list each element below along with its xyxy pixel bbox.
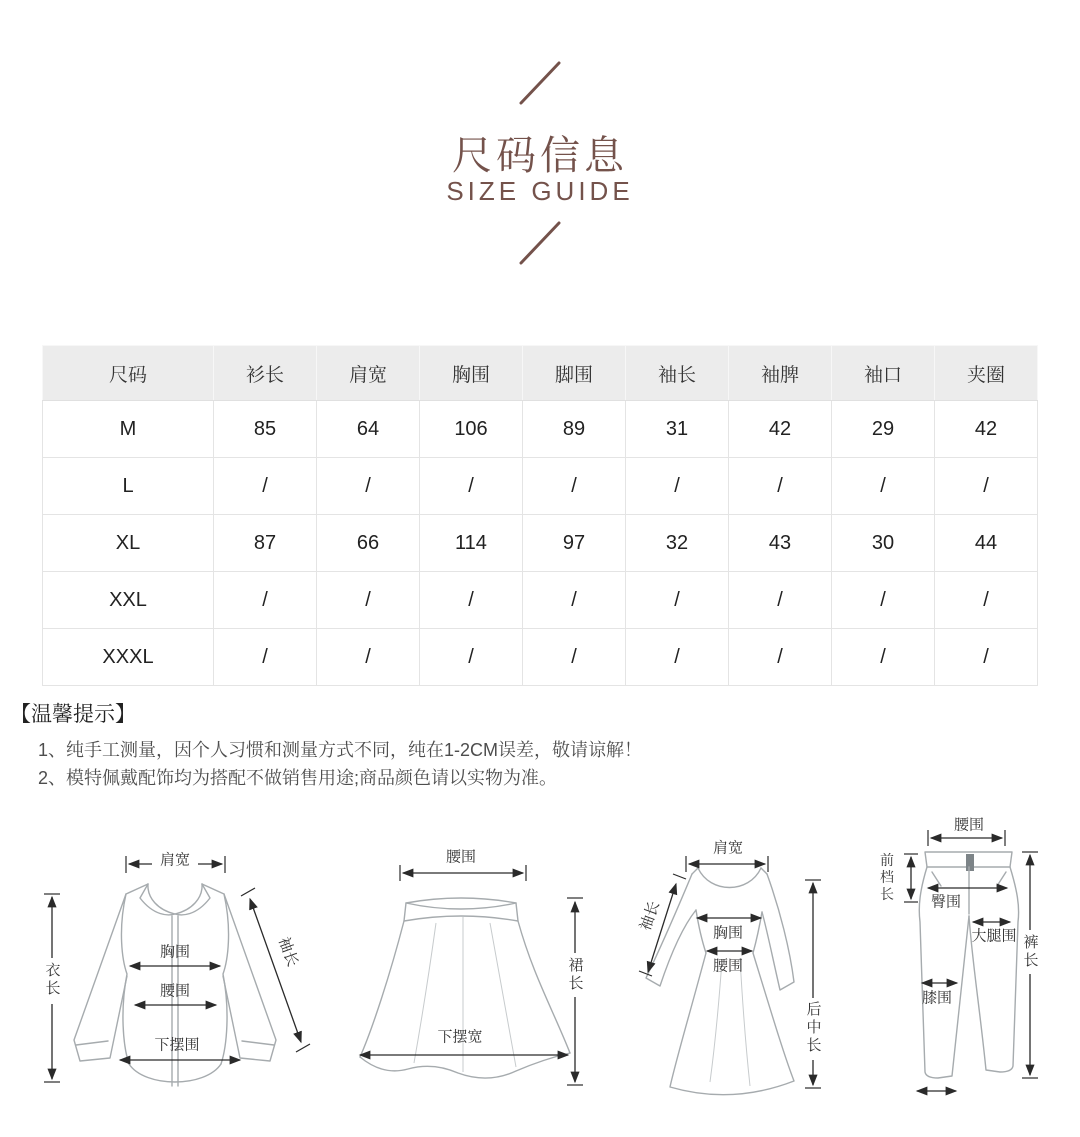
pants-length-label: 裤长	[1021, 934, 1039, 970]
size-cell-value: 87	[214, 515, 317, 572]
page-title: 尺码信息	[452, 134, 628, 178]
skirt-length-label: 裙长	[566, 957, 584, 993]
size-cell-value: 30	[832, 515, 935, 572]
size-cell-value: 66	[317, 515, 420, 572]
slash-icon	[514, 218, 566, 268]
size-table-column-header: 袖口	[832, 346, 935, 401]
dress-sleeve-label: 袖长	[636, 898, 664, 934]
notice-line: 2、模特佩戴配饰均为搭配不做销售用途;商品颜色请以实物为准。	[38, 768, 558, 788]
shirt-shoulder-label: 肩宽	[159, 851, 191, 869]
pants-fly-detail	[966, 854, 974, 871]
size-cell-value: 89	[523, 401, 626, 458]
size-table-column-header: 袖长	[626, 346, 729, 401]
size-cell-value: /	[935, 629, 1038, 686]
size-cell-value: 114	[420, 515, 523, 572]
size-cell-label: XXL	[43, 572, 214, 629]
size-cell-value: 97	[523, 515, 626, 572]
size-cell-value: /	[626, 572, 729, 629]
dress-back-length-label: 后中长	[804, 1001, 822, 1055]
size-cell-value: 64	[317, 401, 420, 458]
size-cell-value: /	[935, 458, 1038, 515]
pants-outline	[919, 852, 1018, 1078]
skirt-drawing	[348, 845, 588, 1110]
dress-shoulder-label: 肩宽	[712, 839, 744, 857]
size-cell-value: /	[935, 572, 1038, 629]
pants-diagram	[870, 810, 1055, 1110]
size-table-column-header: 衫长	[214, 346, 317, 401]
skirt-hem-width-label: 下摆宽	[437, 1028, 483, 1046]
page-subtitle: SIZE GUIDE	[446, 176, 634, 206]
skirt-outline	[360, 898, 570, 1078]
size-cell-value: /	[420, 458, 523, 515]
size-cell-value: /	[214, 458, 317, 515]
notice-heading: 【温馨提示】	[10, 703, 136, 726]
size-cell-value: 29	[832, 401, 935, 458]
size-cell-value: /	[729, 629, 832, 686]
shirt-bust-label: 胸围	[159, 943, 191, 961]
size-table-column-header: 尺码	[43, 346, 214, 401]
dress-outline	[646, 868, 794, 1095]
size-table-header-row	[43, 346, 1038, 401]
skirt-diagram	[348, 845, 588, 1110]
size-cell-value: /	[214, 629, 317, 686]
size-cell-value: /	[420, 629, 523, 686]
size-cell-value: /	[317, 629, 420, 686]
size-table-row	[43, 572, 1038, 629]
size-table-row	[43, 515, 1038, 572]
dress-waist-label: 腰围	[712, 957, 744, 975]
size-table	[42, 345, 1038, 686]
shirt-length-label: 衣长	[43, 962, 61, 998]
skirt-waist-label: 腰围	[445, 848, 477, 866]
size-cell-value: /	[420, 572, 523, 629]
size-cell-value: /	[523, 629, 626, 686]
size-table-column-header: 夹圈	[935, 346, 1038, 401]
notice-line: 1、纯手工测量，因个人习惯和测量方式不同，纯在1-2CM误差，敬请谅解！	[38, 740, 643, 760]
size-table-column-header: 胸围	[420, 346, 523, 401]
dress-diagram	[622, 820, 832, 1110]
size-cell-label: M	[43, 401, 214, 458]
size-table-column-header: 肩宽	[317, 346, 420, 401]
size-table-row	[43, 629, 1038, 686]
size-cell-value: /	[523, 458, 626, 515]
size-cell-value: 32	[626, 515, 729, 572]
size-cell-value: 106	[420, 401, 523, 458]
shirt-hem-label: 下摆围	[154, 1036, 200, 1054]
pants-knee-label: 膝围	[921, 989, 953, 1007]
shirt-diagram	[30, 848, 320, 1098]
size-cell-value: /	[317, 458, 420, 515]
shirt-sleeve-label: 袖长	[274, 934, 302, 970]
size-cell-value: /	[523, 572, 626, 629]
size-cell-value: /	[626, 458, 729, 515]
size-table-row	[43, 458, 1038, 515]
size-cell-value: /	[832, 629, 935, 686]
size-cell-value: /	[317, 572, 420, 629]
pants-front-rise-label: 前档长	[879, 852, 895, 904]
size-cell-value: /	[214, 572, 317, 629]
size-cell-value: 85	[214, 401, 317, 458]
size-table-row	[43, 401, 1038, 458]
size-cell-value: /	[729, 458, 832, 515]
dress-bust-label: 胸围	[712, 924, 744, 942]
size-cell-value: 42	[729, 401, 832, 458]
size-cell-value: /	[626, 629, 729, 686]
shirt-waist-label: 腰围	[159, 982, 191, 1000]
size-cell-value: /	[832, 458, 935, 515]
size-cell-value: 43	[729, 515, 832, 572]
shirt-drawing	[30, 848, 320, 1098]
size-cell-value: 44	[935, 515, 1038, 572]
size-cell-value: /	[832, 572, 935, 629]
size-table-column-header: 袖脾	[729, 346, 832, 401]
size-cell-label: XXXL	[43, 629, 214, 686]
pants-thigh-label: 大腿围	[971, 927, 1017, 945]
size-cell-label: XL	[43, 515, 214, 572]
size-cell-value: /	[729, 572, 832, 629]
size-cell-value: 42	[935, 401, 1038, 458]
size-cell-value: 31	[626, 401, 729, 458]
pants-waist-label: 腰围	[953, 816, 985, 834]
slash-icon	[514, 58, 566, 108]
size-cell-label: L	[43, 458, 214, 515]
pants-hip-label: 臀围	[930, 893, 962, 911]
size-table-column-header: 脚围	[523, 346, 626, 401]
